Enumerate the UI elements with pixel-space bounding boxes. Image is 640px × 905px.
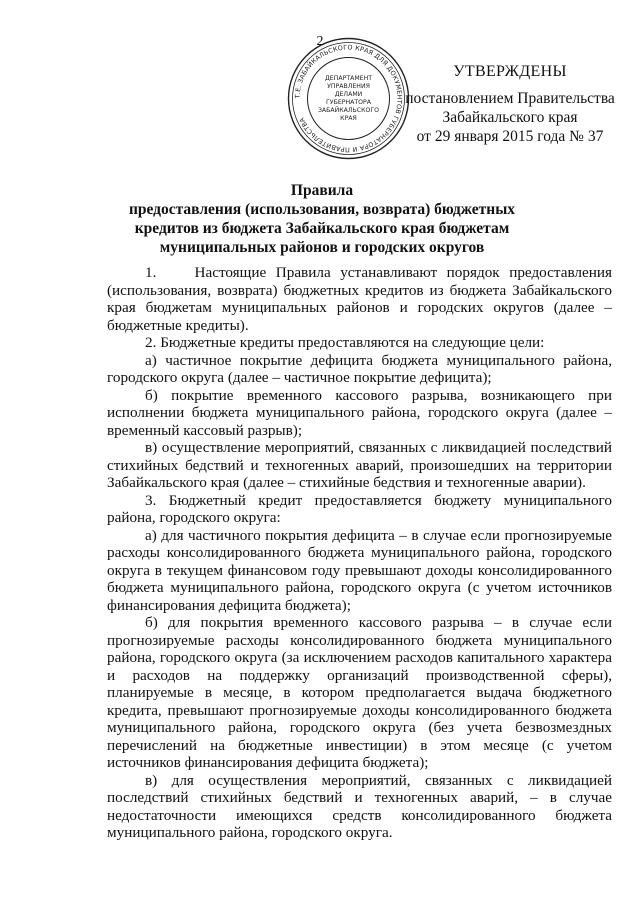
- approval-line: от 29 января 2015 года № 37: [416, 128, 604, 145]
- paragraph: 1. Настоящие Правила устанавливают порядок предоставления (использования, возврата) бюджетных кредитов из бюджета Забайкальского края бюджетам муниципальных районов и городских округов (далее – бюджетные кредиты).: [107, 264, 612, 334]
- stamp-seal: [286, 36, 411, 161]
- paragraph: б) для покрытия временного кассового разрыва – в случае если прогнозируемые расходы консолидированного бюджета муниципального района, городского округа (за исключением расходов капитального характера и расходов на поддержку организаций производственной сферы), планируемые в месяце, в котором предполагается выдача бюджетного кредита, превышают прогнозируемые доходы консолидированного бюджета муниципального района, городского округа (без учета безвозмездных перечислений на бюджетные инвестиции) в этом месяце (с учетом источников финансирования дефицита бюджета);: [107, 614, 612, 771]
- approval-block: [394, 62, 626, 146]
- paragraph: 2. Бюджетные кредиты предоставляются на следующие цели:: [145, 334, 545, 351]
- paragraph: 3. Бюджетный кредит предоставляется бюджету муниципального района, городского округа:: [107, 491, 612, 526]
- paragraph: в) для осуществления мероприятий, связанных с ликвидацией последствий стихийных бедствий и техногенных аварий, – в случае недостаточности имеющихся средств консолидированного бюджета муниципального района, городского округа.: [107, 771, 612, 841]
- stamp-line: ДЕПАРТАМЕНТ: [324, 75, 373, 82]
- document-body: [107, 264, 612, 842]
- stamp-line: ГУБЕРНАТОРА: [326, 99, 371, 106]
- approval-line: постановлением Правительства: [405, 90, 615, 107]
- paragraph: в) осуществление мероприятий, связанных с ликвидацией последствий стихийных бедствий и техногенных аварий, произошедших на территории Забайкальского края (далее – стихийные бедствия и техногенные аварии).: [107, 439, 612, 491]
- stamp-line: КРАЯ: [340, 115, 357, 122]
- paragraph: а) для частичного покрытия дефицита – в случае если прогнозируемые расходы консолидированного бюджета муниципального района, городского округа в текущем финансовом году превышают доходы консолидированного бюджета муниципального района, городского округа (с учетом источников финансирования дефицита бюджета);: [107, 526, 612, 614]
- title-heading: Правила: [290, 182, 354, 199]
- paragraph: а) частичное покрытие дефицита бюджета муниципального района, городского округа (далее – частичное покрытие дефицита);: [107, 351, 612, 386]
- stamp-line: ДЕЛАМИ: [334, 91, 363, 98]
- page-number: 2: [316, 34, 324, 49]
- document-title: [96, 181, 548, 257]
- approval-line: Забайкальского края: [442, 109, 578, 126]
- stamp-line: УПРАВЛЕНИЯ: [327, 83, 370, 90]
- stamp-line: ЗАБАЙКАЛЬСКОГО: [317, 107, 380, 114]
- approved-label: УТВЕРЖДЕНЫ: [453, 63, 567, 80]
- stamp-outer-text: Т.Е. ЗАБАЙКАЛЬСКОГО КРАЯ ДЛЯ ДОКУМЕНТОВ ГУБЕРНАТОРА И ПРАВИТЕЛЬСТВА: [293, 43, 404, 154]
- title-subtitle: предоставления (использования, возврата) бюджетных кредитов из бюджета Забайкальского края бюджетам муниципальных районов и городских округов: [128, 201, 516, 256]
- paragraph: б) покрытие временного кассового разрыва, возникающего при исполнении бюджета муниципального района, городского округа (далее – временный кассовый разрыв);: [107, 386, 612, 439]
